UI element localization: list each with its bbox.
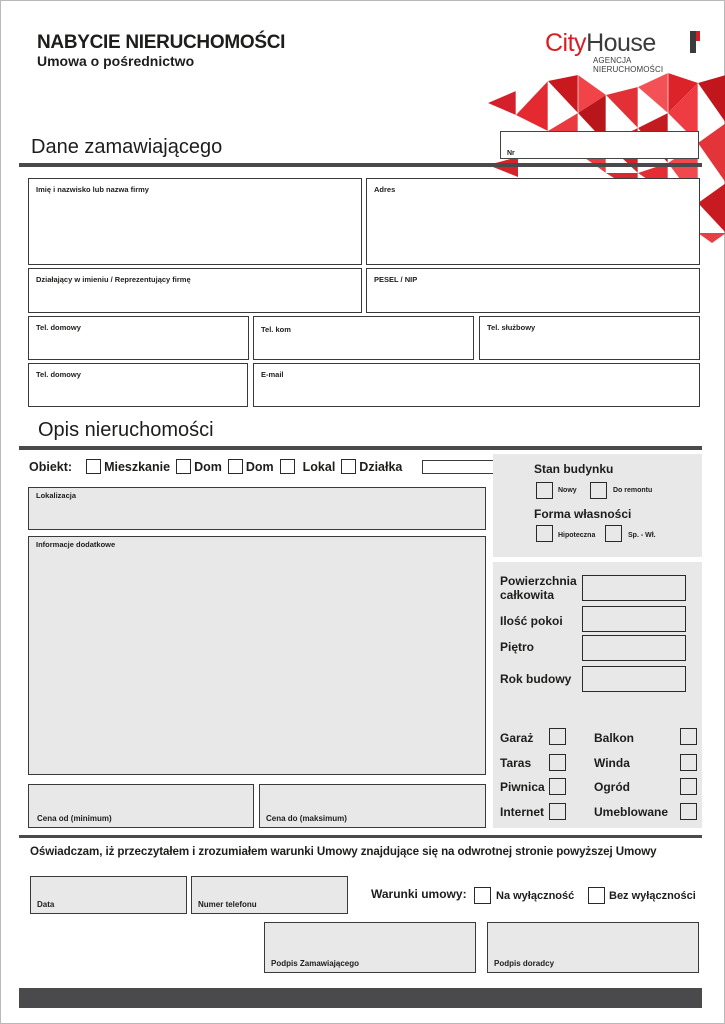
feature-label: Balkon — [594, 731, 635, 745]
representative-field[interactable] — [28, 268, 362, 313]
price-max-field[interactable] — [259, 784, 486, 828]
phone-home-label: Tel. domowy — [36, 323, 81, 332]
representative-label: Działający w imieniu / Reprezentujący firmę — [36, 275, 191, 284]
logo-city-text: City — [545, 29, 587, 57]
object-checkbox[interactable] — [228, 459, 243, 474]
state-new-checkbox[interactable] — [536, 482, 553, 499]
object-option: Dom — [194, 459, 222, 474]
ownership-title: Forma własności — [534, 507, 632, 521]
phone-home-field[interactable] — [28, 316, 249, 360]
feature-checkbox[interactable] — [549, 803, 566, 820]
client-name-label: Imię i nazwisko lub nazwa firmy — [36, 185, 149, 194]
client-address-label: Adres — [374, 185, 396, 194]
feature-label: Umeblowane — [594, 805, 669, 819]
phone-mobile-field[interactable] — [253, 316, 474, 360]
phone-home2-label: Tel. domowy — [36, 370, 81, 379]
object-checkbox[interactable] — [86, 459, 101, 474]
object-label: Obiekt: — [29, 459, 73, 474]
phone-work-label: Tel. służbowy — [487, 323, 536, 332]
feature-label: Winda — [594, 756, 630, 770]
additional-info-field[interactable] — [28, 536, 486, 775]
year-input[interactable] — [582, 666, 686, 692]
property-details-panel — [493, 562, 702, 828]
pesel-nip-field[interactable] — [366, 268, 700, 313]
email-label: E-mail — [261, 370, 284, 379]
client-signature-field[interactable] — [264, 922, 476, 973]
building-panel — [493, 454, 702, 557]
property-section-title: Opis nieruchomości — [38, 419, 214, 441]
feature-checkbox[interactable] — [680, 754, 697, 771]
client-name-field[interactable] — [28, 178, 362, 265]
feature-checkbox[interactable] — [680, 778, 697, 795]
exclusive-checkbox[interactable] — [474, 887, 491, 904]
rooms-input[interactable] — [582, 606, 686, 632]
contract-number-field[interactable] — [500, 131, 699, 159]
footer-bar — [19, 988, 702, 1008]
advisor-signature-field[interactable] — [487, 922, 699, 973]
floor-label: Piętro — [500, 640, 535, 654]
feature-label: Ogród — [594, 780, 630, 794]
object-checkbox[interactable] — [341, 459, 356, 474]
section-divider — [19, 163, 702, 167]
logo-house-text: House — [586, 29, 656, 57]
ownership-coop-checkbox[interactable] — [605, 525, 622, 542]
section-divider — [19, 446, 702, 450]
price-max-label: Cena do (maksimum) — [266, 814, 347, 823]
price-min-label: Cena od (minimum) — [37, 814, 112, 823]
location-label: Lokalizacja — [36, 491, 77, 500]
location-field[interactable] — [28, 487, 486, 530]
advisor-signature-label: Podpis doradcy — [494, 959, 555, 968]
non-exclusive-checkbox[interactable] — [588, 887, 605, 904]
phone-mobile-label: Tel. kom — [261, 325, 291, 334]
exclusive-label: Na wyłączność — [496, 890, 575, 902]
object-type-row — [29, 459, 495, 474]
state-renovation-checkbox[interactable] — [590, 482, 607, 499]
area-label: Powierzchnia całkowita — [500, 574, 577, 602]
price-min-field[interactable] — [28, 784, 254, 828]
feature-checkbox[interactable] — [680, 728, 697, 745]
form-subtitle: Umowa o pośrednictwo — [37, 53, 195, 69]
state-renovation-label: Do remontu — [613, 487, 653, 494]
building-state-title: Stan budynku — [534, 462, 614, 476]
object-option: Działka — [359, 459, 403, 474]
feature-checkbox[interactable] — [549, 754, 566, 771]
phone-work-field[interactable] — [479, 316, 700, 360]
feature-checkbox[interactable] — [549, 728, 566, 745]
terms-label: Warunki umowy: — [371, 887, 467, 901]
client-address-field[interactable] — [366, 178, 700, 265]
phone-home2-field[interactable] — [28, 363, 248, 407]
pesel-nip-label: PESEL / NIP — [374, 275, 418, 284]
date-label: Data — [37, 900, 55, 909]
feature-checkbox[interactable] — [549, 778, 566, 795]
feature-checkbox[interactable] — [680, 803, 697, 820]
agreement-statement: Oświadczam, iż przeczytałem i zrozumiałem warunki Umowy znajdujące się na odwrotnej stronie powyższej Umowy — [30, 845, 657, 858]
rooms-label: Ilość pokoi — [500, 614, 563, 628]
cityhouse-logo — [545, 29, 700, 74]
logo-tagline: AGENCJA NIERUCHOMOŚCI — [593, 56, 664, 74]
client-section-title: Dane zamawiającego — [31, 136, 223, 158]
feature-label: Taras — [500, 756, 532, 770]
object-checkbox[interactable] — [176, 459, 191, 474]
additional-info-label: Informacje dodatkowe — [36, 540, 116, 549]
object-checkbox[interactable] — [280, 459, 295, 474]
object-option: Mieszkanie — [104, 459, 171, 474]
feature-label: Garaż — [500, 731, 534, 745]
email-field[interactable] — [253, 363, 700, 407]
ownership-mortgage-checkbox[interactable] — [536, 525, 553, 542]
client-signature-label: Podpis Zamawiającego — [271, 959, 360, 968]
state-new-label: Nowy — [558, 487, 577, 494]
feature-label: Piwnica — [500, 780, 545, 794]
feature-label: Internet — [500, 805, 545, 819]
phone-number-label: Numer telefonu — [198, 900, 257, 909]
phone-number-field[interactable] — [191, 876, 348, 914]
nr-label: Nr — [507, 150, 515, 157]
object-option: Lokal — [302, 459, 336, 474]
year-label: Rok budowy — [500, 672, 572, 686]
date-field[interactable] — [30, 876, 187, 914]
object-other-field[interactable] — [422, 460, 495, 474]
ownership-coop-label: Sp. - Wł. — [628, 532, 656, 539]
ownership-mortgage-label: Hipoteczna — [558, 532, 596, 539]
section-divider — [19, 835, 702, 838]
object-option: Dom — [245, 459, 274, 474]
floor-input[interactable] — [582, 635, 686, 661]
non-exclusive-label: Bez wyłączności — [609, 890, 696, 902]
form-title: NABYCIE NIERUCHOMOŚCI — [37, 32, 286, 53]
area-input[interactable] — [582, 575, 686, 601]
